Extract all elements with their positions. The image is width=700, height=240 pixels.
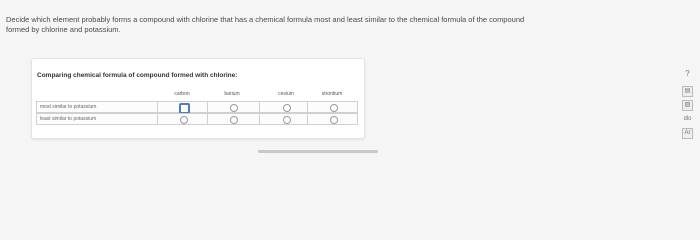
column-header-strontium: strontium (321, 91, 343, 97)
radio-least-similar-strontium[interactable] (330, 116, 338, 124)
row-divider (307, 101, 308, 113)
row-divider (307, 113, 308, 125)
answer-card (31, 58, 365, 139)
help-icon[interactable]: ? (685, 69, 690, 78)
radio-most-similar-barium[interactable] (230, 104, 238, 112)
row-divider (259, 101, 260, 113)
question-line-1: Decide which element probably forms a compound with chlorine that has a chemical formula most and least similar to the chemical formula of the compound (6, 15, 525, 24)
row-divider (157, 113, 158, 125)
horizontal-scrollbar[interactable] (258, 150, 378, 153)
question-text (6, 15, 666, 34)
row-divider (207, 113, 208, 125)
answer-row-most-similar (36, 101, 358, 113)
column-header-carbon: carbon (174, 91, 190, 97)
periodic-table-icon[interactable]: ▤ (682, 86, 693, 97)
radio-least-similar-carbon[interactable] (180, 116, 188, 124)
radio-least-similar-cesium[interactable] (283, 116, 291, 124)
column-header-barium: barium (224, 91, 240, 97)
radio-most-similar-cesium[interactable] (283, 104, 291, 112)
row-divider (207, 101, 208, 113)
question-line-2: formed by chlorine and potassium. (6, 24, 121, 34)
chart-icon[interactable]: dlo (683, 116, 692, 122)
element-icon[interactable]: Ar (682, 128, 693, 139)
answer-row-least-similar (36, 113, 358, 125)
row-divider (259, 113, 260, 125)
row-label-most-similar: most similar to potassium (40, 104, 97, 110)
column-header-cesium: cesium (278, 91, 294, 97)
row-divider (157, 101, 158, 113)
row-label-least-similar: least similar to potassium (40, 116, 97, 122)
radio-least-similar-barium[interactable] (230, 116, 238, 124)
card-title: Comparing chemical formula of compound formed with chlorine: (37, 72, 238, 79)
data-table-icon[interactable]: ▧ (682, 100, 693, 111)
radio-most-similar-strontium[interactable] (330, 104, 338, 112)
